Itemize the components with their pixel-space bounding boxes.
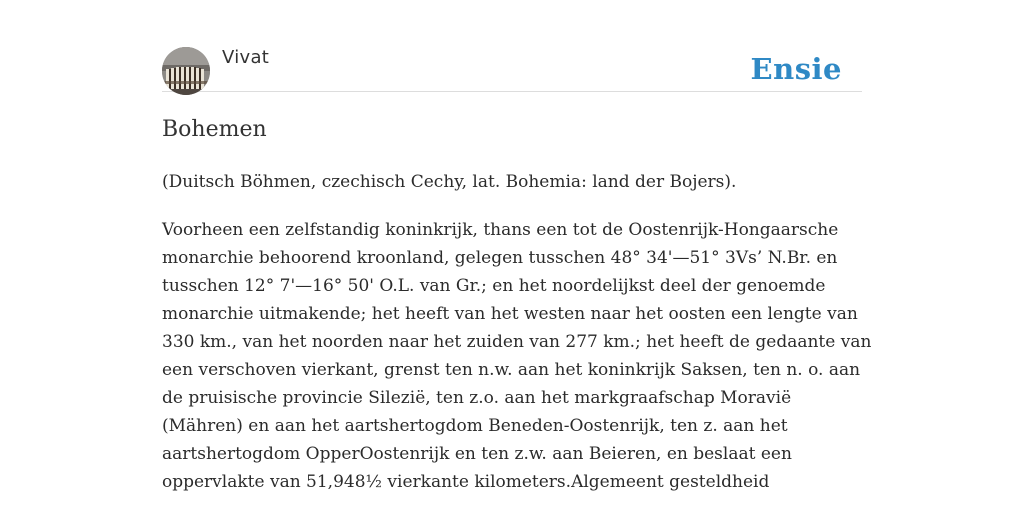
page-title: Bohemen [162,117,267,142]
author-name[interactable]: Vivat [222,47,270,68]
body-line: aartshertogdom OpperOostenrijk en ten z.w. aan Beieren, en beslaat een [162,444,792,464]
body-line: monarchie uitmakende; het heeft van het westen naar het oosten een lengte van [162,304,858,324]
body-line: tusschen 12° 7'—16° 50' O.L. van Gr.; en het noordelijkst deel der genoemde [162,276,826,296]
body-line: de pruisische provincie Silezië, ten z.o. aan het markgraafschap Moravië [162,388,792,408]
body-line: oppervlakte van 51,948½ vierkante kilometers.Algemeent gesteldheid [162,472,770,492]
article-subtitle: (Duitsch Böhmen, czechisch Cechy, lat. Bohemia: land der Bojers). [162,172,737,192]
article-body [162,216,872,496]
brand-logo[interactable]: Ensie [750,52,842,86]
author-avatar[interactable] [162,47,210,95]
body-line: een verschoven vierkant, grenst ten n.w. aan het koninkrijk Saksen, ten n. o. aan [162,360,861,380]
header [162,46,862,92]
body-line: Voorheen een zelfstandig koninkrijk, thans een tot de Oostenrijk-Hongaarsche [162,220,839,240]
body-line: 330 km., van het noorden naar het zuiden van 277 km.; het heeft de gedaante van [162,332,872,352]
body-line: (Mähren) en aan het aartshertogdom Beneden-Oostenrijk, ten z. aan het [162,416,788,436]
body-line: monarchie behoorend kroonland, gelegen tusschen 48° 34'—51° 3Vs’ N.Br. en [162,248,838,268]
organ-pipes-icon [162,47,210,95]
